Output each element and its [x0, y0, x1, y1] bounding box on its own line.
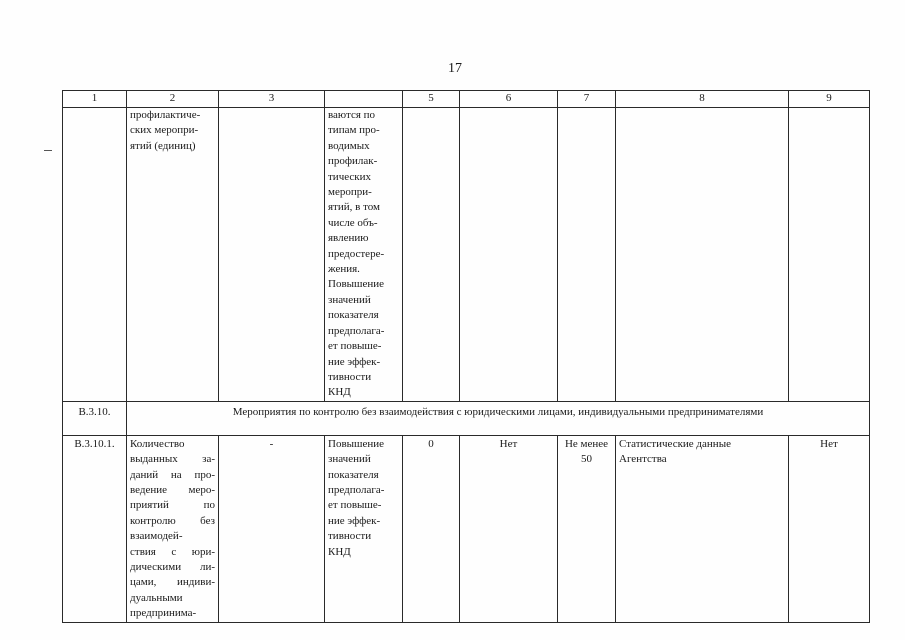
cell-indicator-name: [127, 435, 219, 622]
text-line: приятий по: [130, 499, 215, 512]
text-line: предпринима-: [130, 607, 197, 620]
cell-col9: [789, 108, 870, 402]
text-line: показателя: [328, 468, 379, 481]
text-line: значений: [328, 293, 371, 306]
text-line: ваются по: [328, 109, 376, 121]
cell-description: [325, 435, 403, 622]
text-line: контролю без: [130, 514, 215, 527]
cell-code: [63, 108, 127, 402]
page-number: 17: [448, 61, 462, 76]
cell-target-value: [558, 435, 616, 622]
text-line: дуальными: [130, 591, 183, 604]
text-line: явлению: [328, 232, 369, 245]
column-number: 5: [403, 91, 460, 108]
text-line: ских меропри-: [130, 124, 199, 137]
cell-col6: Нет: [460, 435, 558, 622]
text-line: Агентства: [619, 453, 667, 466]
section-title: Мероприятия по контролю без взаимодействия с юридическими лицами, индивидуальными предпринимателями: [127, 401, 870, 435]
text-line: профилак-: [328, 155, 378, 168]
cell-description: [325, 108, 403, 402]
text-line: ет повыше-: [328, 499, 382, 512]
column-number: 1: [63, 91, 127, 108]
text-line: предполага-: [328, 483, 385, 496]
column-number: 7: [558, 91, 616, 108]
text-line: Повышение: [328, 278, 385, 291]
column-number: 9: [789, 91, 870, 108]
column-number-row: [63, 91, 870, 108]
text-line: Количество: [130, 437, 185, 450]
text-line: предполага-: [328, 324, 385, 337]
cell-base-value: 0: [403, 435, 460, 622]
text-line: водимых: [328, 139, 370, 152]
column-number: 6: [460, 91, 558, 108]
cell-col9: Нет: [789, 435, 870, 622]
indicators-table: [62, 90, 870, 623]
text-line: 50: [581, 453, 592, 466]
text-line: ствия с юри-: [130, 545, 215, 558]
text-line: КНД: [328, 545, 351, 558]
text-line: тивности: [328, 370, 372, 383]
text-line: Не менее: [564, 437, 609, 450]
text-line: показателя: [328, 309, 379, 322]
cell-col7: [558, 108, 616, 402]
column-number: [325, 91, 403, 108]
cell-col3: -: [219, 435, 325, 622]
cell-col5: [403, 108, 460, 402]
text-line: значений: [328, 453, 371, 466]
text-line: типам про-: [328, 124, 380, 137]
column-number: 2: [127, 91, 219, 108]
text-line: жения.: [328, 263, 360, 276]
text-line: ятий, в том: [328, 201, 380, 214]
section-code: В.3.10.: [63, 401, 127, 435]
text-line: профилактиче-: [130, 109, 201, 121]
text-line: выданных за-: [130, 453, 215, 466]
column-number: 8: [616, 91, 789, 108]
cell-data-source: [616, 435, 789, 622]
text-line: взаимодей-: [130, 530, 183, 543]
text-line: даний на про-: [130, 468, 215, 481]
text-line: ведение меро-: [130, 483, 215, 496]
text-line: цами, индиви-: [130, 576, 215, 589]
text-line: предостере-: [328, 247, 385, 260]
text-line: ние эффек-: [328, 355, 381, 368]
cell-col6: [460, 108, 558, 402]
cell-col8: [616, 108, 789, 402]
column-number: 3: [219, 91, 325, 108]
text-line: Статистические данные: [619, 437, 731, 450]
margin-mark: [44, 150, 52, 151]
table-row: [63, 435, 870, 622]
text-line: ятий (единиц): [130, 139, 196, 152]
cell-col3: [219, 108, 325, 402]
text-line: числе объ-: [328, 216, 378, 229]
cell-code: В.3.10.1.: [63, 435, 127, 622]
text-line: ние эффек-: [328, 514, 381, 527]
text-line: КНД: [328, 386, 351, 399]
text-line: тивности: [328, 530, 372, 543]
text-line: дическими ли-: [130, 560, 215, 573]
cell-indicator-name: [127, 108, 219, 402]
text-line: меропри-: [328, 186, 372, 199]
table-row: [63, 108, 870, 402]
text-line: тических: [328, 170, 371, 183]
section-row: [63, 401, 870, 435]
text-line: ет повыше-: [328, 340, 382, 353]
text-line: Повышение: [328, 437, 385, 450]
